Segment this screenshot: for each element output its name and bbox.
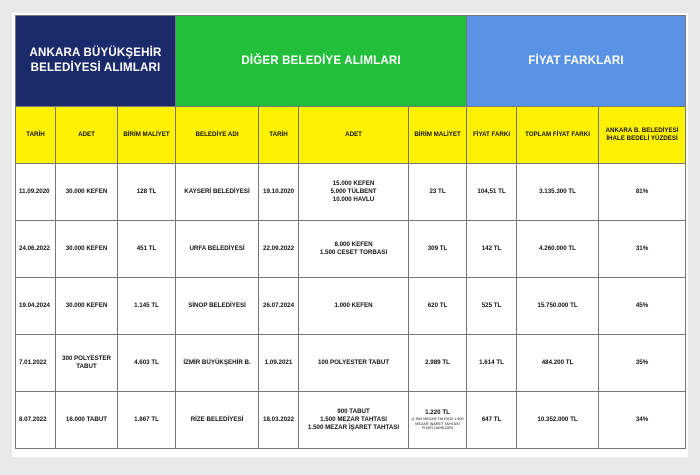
cell-birim-maliyet-2 [409, 164, 467, 221]
cell-birim-maliyet: 4.603 TL [118, 335, 176, 392]
cell-adet-2 [299, 278, 409, 335]
cell-birim-maliyet-2-value: 309 TL [427, 245, 448, 253]
cell-tarih: 11.09.2020 [16, 164, 56, 221]
cell-adet-2 [299, 392, 409, 449]
cell-adet-2-line: 10.000 HAVLU [332, 195, 375, 203]
cell-toplam-fiyat-farki: 484.200 TL [517, 335, 599, 392]
cell-ihale-yuzdesi: 31% [599, 221, 686, 278]
cell-adet-2-line: 15.000 KEFEN [332, 180, 375, 188]
cell-fiyat-farki: 142 TL [467, 221, 517, 278]
cell-adet-2-line: 1.500 CESET TORBASI [319, 249, 388, 256]
cell-belediye-adi: RİZE BELEDİYESİ [176, 392, 259, 449]
cell-fiyat-farki: 525 TL [467, 278, 517, 335]
cell-ihale-yuzdesi: 35% [599, 335, 686, 392]
col-header-fiyat-farki: FİYAT FARKI [467, 107, 517, 164]
group-header-fiyat: FİYAT FARKLARI [467, 16, 686, 107]
cell-adet-2-line: 100 POLYESTER TABUT [317, 359, 390, 367]
cell-belediye-adi: İZMİR BÜYÜKŞEHİR B. [176, 335, 259, 392]
cell-tarih-2: 1.09.2021 [259, 335, 299, 392]
cell-tarih: 7.01.2022 [16, 335, 56, 392]
cell-adet-2-line: 900 TABUT [337, 408, 370, 416]
cell-birim-maliyet-2 [409, 392, 467, 449]
group-header-ankara: ANKARA BÜYÜKŞEHİR BELEDİYESİ ALIMLARI [16, 16, 176, 107]
table-row [16, 392, 686, 449]
cell-fiyat-farki: 647 TL [467, 392, 517, 449]
cell-adet: 30.000 KEFEN [56, 221, 118, 278]
col-header-ihale-yuzdesi: ANKARA B. BELEDİYESİ İHALE BEDELİ YÜZDESİ [599, 107, 686, 164]
cell-birim-maliyet-2 [409, 335, 467, 392]
cell-tarih-2: 22.09.2022 [259, 221, 299, 278]
col-header-birim-maliyet-2: BİRİM MALİYET [409, 107, 467, 164]
cell-belediye-adi: KAYSERİ BELEDİYESİ [176, 164, 259, 221]
cell-adet-2-line: 1.500 MEZAR TAHTASI [320, 416, 387, 424]
cell-adet: 16.000 TABUT [56, 392, 118, 449]
cell-ihale-yuzdesi: 34% [599, 392, 686, 449]
col-header-adet: ADET [56, 107, 118, 164]
col-header-belediye-adi: BELEDİYE ADI [176, 107, 259, 164]
cell-fiyat-farki: 104,51 TL [467, 164, 517, 221]
cell-adet-2 [299, 221, 409, 278]
col-header-toplam-fiyat-farki: TOPLAM FİYAT FARKI [517, 107, 599, 164]
cell-adet: 30.000 KEFEN [56, 278, 118, 335]
cell-birim-maliyet-2-value: 2.989 TL [425, 359, 450, 367]
cell-ihale-yuzdesi: 81% [599, 164, 686, 221]
cell-birim-maliyet-2-value: 1.220 TL [425, 409, 450, 417]
cell-birim-maliyet-2-value: 620 TL [427, 302, 448, 310]
col-header-tarih: TARİH [16, 107, 56, 164]
cell-adet-2-line: 1.500 MEZAR İŞARET TAHTASI [307, 423, 400, 431]
cell-toplam-fiyat-farki: 15.750.000 TL [517, 278, 599, 335]
table-row [16, 278, 686, 335]
cell-adet: 300 POLYESTER TABUT [56, 335, 118, 392]
cell-tarih: 8.07.2022 [16, 392, 56, 449]
cell-toplam-fiyat-farki: 10.352.000 TL [517, 392, 599, 449]
cell-tarih-2: 18.03.2022 [259, 392, 299, 449]
table-row [16, 335, 686, 392]
cell-adet-2-line: 1.000 KEFEN [334, 302, 373, 310]
cell-birim-maliyet: 128 TL [118, 164, 176, 221]
cell-birim-maliyet-2 [409, 278, 467, 335]
group-header-row [16, 16, 686, 107]
cell-toplam-fiyat-farki: 4.260.000 TL [517, 221, 599, 278]
cell-birim-maliyet-2 [409, 221, 467, 278]
cell-adet-2-line: 5.000 TÜLBENT [330, 188, 377, 196]
cell-belediye-adi: SİNOP BELEDİYESİ [176, 278, 259, 335]
cell-belediye-adi: URFA BELEDİYESİ [176, 221, 259, 278]
col-header-birim-maliyet: BİRİM MALİYET [118, 107, 176, 164]
col-header-tarih-2: TARİH [259, 107, 299, 164]
cell-adet: 30.000 KEFEN [56, 164, 118, 221]
cell-tarih: 19.04.2024 [16, 278, 56, 335]
price-comparison-table [15, 15, 686, 449]
cell-tarih-2: 19.10.2020 [259, 164, 299, 221]
cell-toplam-fiyat-farki: 3.135.300 TL [517, 164, 599, 221]
cell-ihale-yuzdesi: 45% [599, 278, 686, 335]
cell-adet-2-line: 8.000 KEFEN [334, 241, 373, 249]
cell-tarih-2: 26.07.2024 [259, 278, 299, 335]
cell-birim-maliyet-2-value: 23 TL [429, 188, 446, 196]
column-header-row [16, 107, 686, 164]
cell-adet-2 [299, 164, 409, 221]
cell-tarih: 24.06.2022 [16, 221, 56, 278]
cell-birim-maliyet: 1.145 TL [118, 278, 176, 335]
col-header-adet-2: ADET [299, 107, 409, 164]
group-header-diger: DİĞER BELEDİYE ALIMLARI [176, 16, 467, 107]
cell-birim-maliyet-2-note: (1.500 MEZAR TAHTASI 1.500 MEZAR İŞARET TAHTASI FİYATI DAHİLDİR) [411, 417, 464, 431]
table-row [16, 164, 686, 221]
cell-birim-maliyet: 1.867 TL [118, 392, 176, 449]
cell-fiyat-farki: 1.614 TL [467, 335, 517, 392]
cell-birim-maliyet: 451 TL [118, 221, 176, 278]
table-row [16, 221, 686, 278]
cell-adet-2 [299, 335, 409, 392]
